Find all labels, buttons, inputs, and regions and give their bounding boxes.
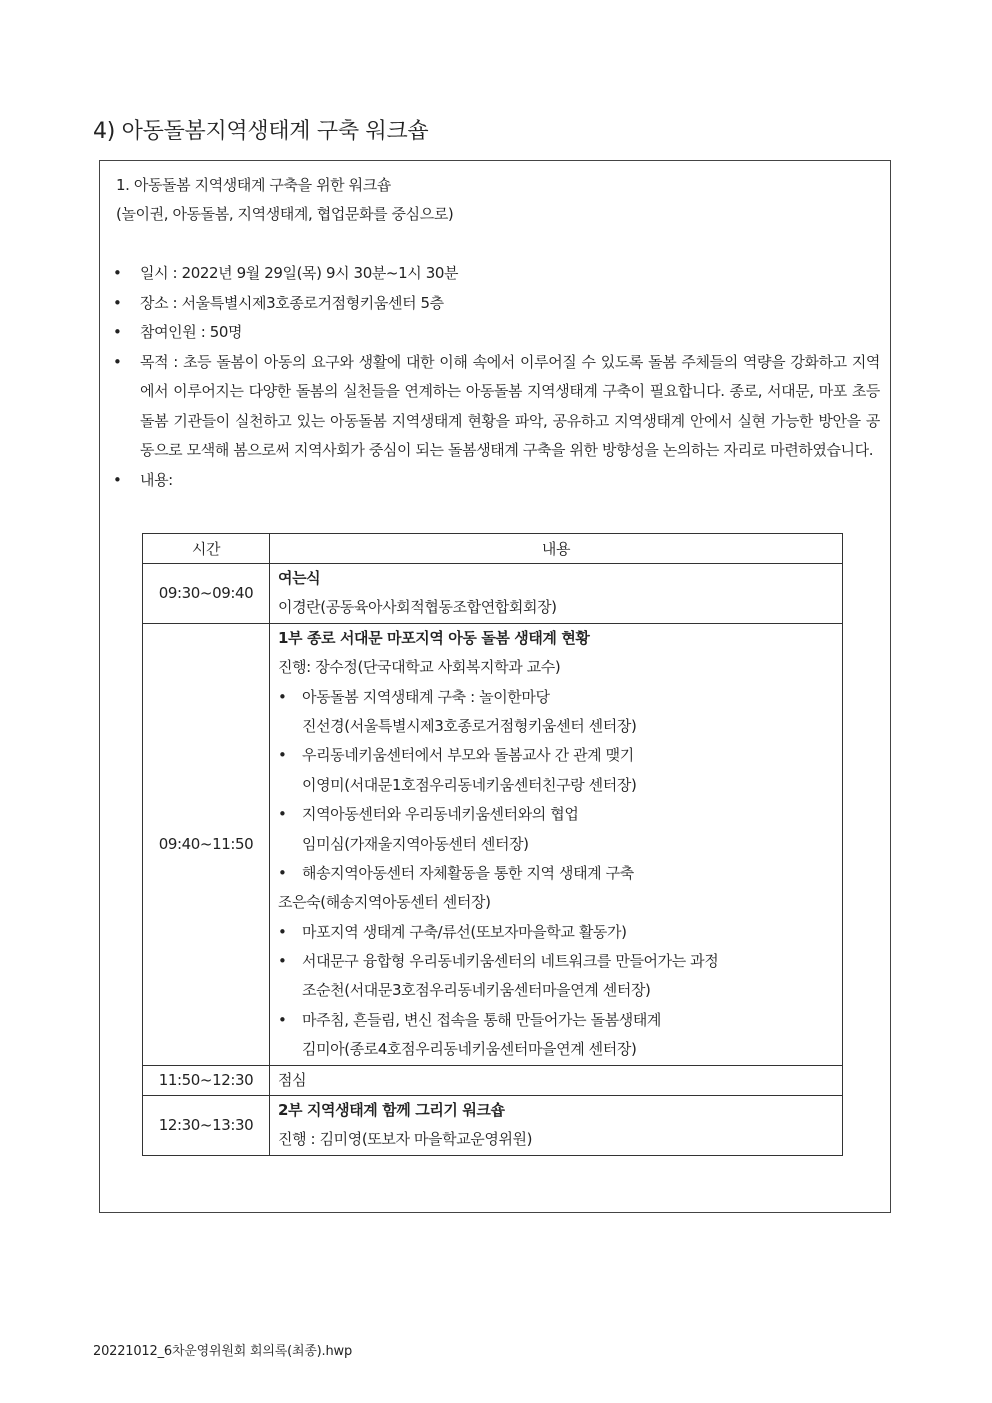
row-content	[270, 564, 843, 624]
bullet-icon: •	[113, 352, 122, 371]
bullet-icon: •	[113, 293, 122, 312]
schedule-header-row	[143, 534, 843, 564]
workshop-subtitle: (놀이권, 아동돌봄, 지역생태계, 협업문화를 중심으로)	[116, 205, 454, 223]
topic-item: • 서대문구 융합형 우리동네키움센터의 네트워크를 만들어가는 과정	[278, 947, 836, 976]
schedule-row-lunch	[143, 1065, 843, 1095]
header-time: 시간	[143, 534, 270, 564]
bullet-icon: •	[278, 922, 287, 941]
bullet-icon: •	[278, 952, 287, 971]
topic-speaker: 김미아(종로4호점우리동네키움센터마을연계 센터장)	[302, 1040, 637, 1059]
row-content	[270, 623, 843, 1065]
row-content	[270, 1065, 843, 1095]
lunch-label: 점심	[278, 1070, 307, 1089]
topic-item: • 아동돌봄 지역생태계 구축 : 놀이한마당	[278, 683, 836, 712]
session-host: 진행 : 김미영(또보자 마을학교운영위원)	[278, 1130, 533, 1149]
bullet-icon: •	[278, 687, 287, 706]
file-name-footer: 20221012_6차운영위원회 회의록(최종).hwp	[93, 1344, 353, 1359]
topic-speaker: 진선경(서울특별시제3호종로거점형키움센터 센터장)	[302, 716, 637, 735]
bullet-icon: •	[113, 323, 122, 341]
row-time: 11:50~12:30	[143, 1065, 270, 1095]
topic-item: • 해송지역아동센터 자체활동을 통한 지역 생태계 구축	[278, 859, 836, 888]
header-content: 내용	[270, 534, 843, 564]
session-title: 2부 지역생태계 함께 그리기 워크숍	[278, 1101, 505, 1120]
topic-item: • 마주침, 흔들림, 변신 접속을 통해 만들어가는 돌봄생태계	[278, 1006, 836, 1035]
row-time: 09:30~09:40	[143, 564, 270, 624]
bullet-icon: •	[278, 1010, 287, 1029]
bullet-icon: •	[278, 863, 287, 882]
session-host: 진행: 장수정(단국대학교 사회복지학과 교수)	[278, 658, 561, 677]
row-time: 12:30~13:30	[143, 1096, 270, 1156]
topic-speaker: 이영미(서대문1호점우리동네키움센터친구랑 센터장)	[302, 775, 637, 794]
topic-item: • 지역아동센터와 우리동네키움센터와의 협업	[278, 800, 836, 829]
topic-speaker: 임미심(가재울지역아동센터 센터장)	[302, 834, 529, 853]
topic-speaker: 조은숙(해송지역아동센터 센터장)	[278, 893, 491, 912]
detail-date: • 일시 : 2022년 9월 29일(목) 9시 30분~1시 30분	[110, 259, 880, 289]
workshop-info-box	[99, 160, 891, 1213]
detail-purpose: • 목적 : 초등 돌봄이 아동의 요구와 생활에 대한 이해 속에서 이루어질 수 있도록 돌봄 주체들의 역량을 강화하고 지역에서 이루어지는 다양한 돌봄의 실천들을 연계하는 아동돌봄 지역생태계 구축이 필요합니다. 종로, 서대문, 마포 초등돌봄 기관들이 실천하고 있는 아동돌봄 지역생태계 현황을 파악, 공유하고 지역생태계 안에서 실현 가능한 방안을 공동으로 모색해 봄으로써 지역사회가 중심이 되는 돌봄생태계 구축을 위한 방향성을 논의하는 자리로 마련하였습니다.	[110, 348, 880, 466]
schedule-row-opening	[143, 564, 843, 624]
row-content	[270, 1096, 843, 1156]
bullet-icon: •	[278, 805, 287, 824]
session-title: 1부 종로 서대문 마포지역 아동 돌봄 생태계 현황	[278, 628, 590, 647]
schedule-table	[142, 533, 843, 1156]
speaker: 이경란(공동육아사회적협동조합연합회회장)	[278, 598, 557, 617]
schedule-row-part1	[143, 623, 843, 1065]
topic-item: • 우리동네키움센터에서 부모와 돌봄교사 간 관계 맺기	[278, 741, 836, 770]
schedule-row-part2	[143, 1096, 843, 1156]
row-time: 09:40~11:50	[143, 623, 270, 1065]
detail-place: • 장소 : 서울특별시제3호종로거점형키움센터 5층	[110, 289, 880, 319]
workshop-title: 1. 아동돌봄 지역생태계 구축을 위한 워크숍	[116, 176, 391, 194]
bullet-icon: •	[278, 746, 287, 765]
section-heading: 4) 아동돌봄지역생태계 구축 워크숍	[93, 119, 429, 144]
detail-attendees: • 참여인원 : 50명	[110, 318, 880, 348]
topic-item: • 마포지역 생태계 구축/류선(또보자마을학교 활동가)	[278, 918, 836, 947]
topic-speaker: 조순천(서대문3호점우리동네키움센터마을연계 센터장)	[302, 981, 651, 1000]
session-title: 여는식	[278, 569, 321, 587]
bullet-icon: •	[113, 264, 122, 282]
bullet-icon: •	[113, 470, 122, 489]
detail-list	[110, 259, 880, 495]
detail-content-label: • 내용:	[110, 466, 880, 496]
